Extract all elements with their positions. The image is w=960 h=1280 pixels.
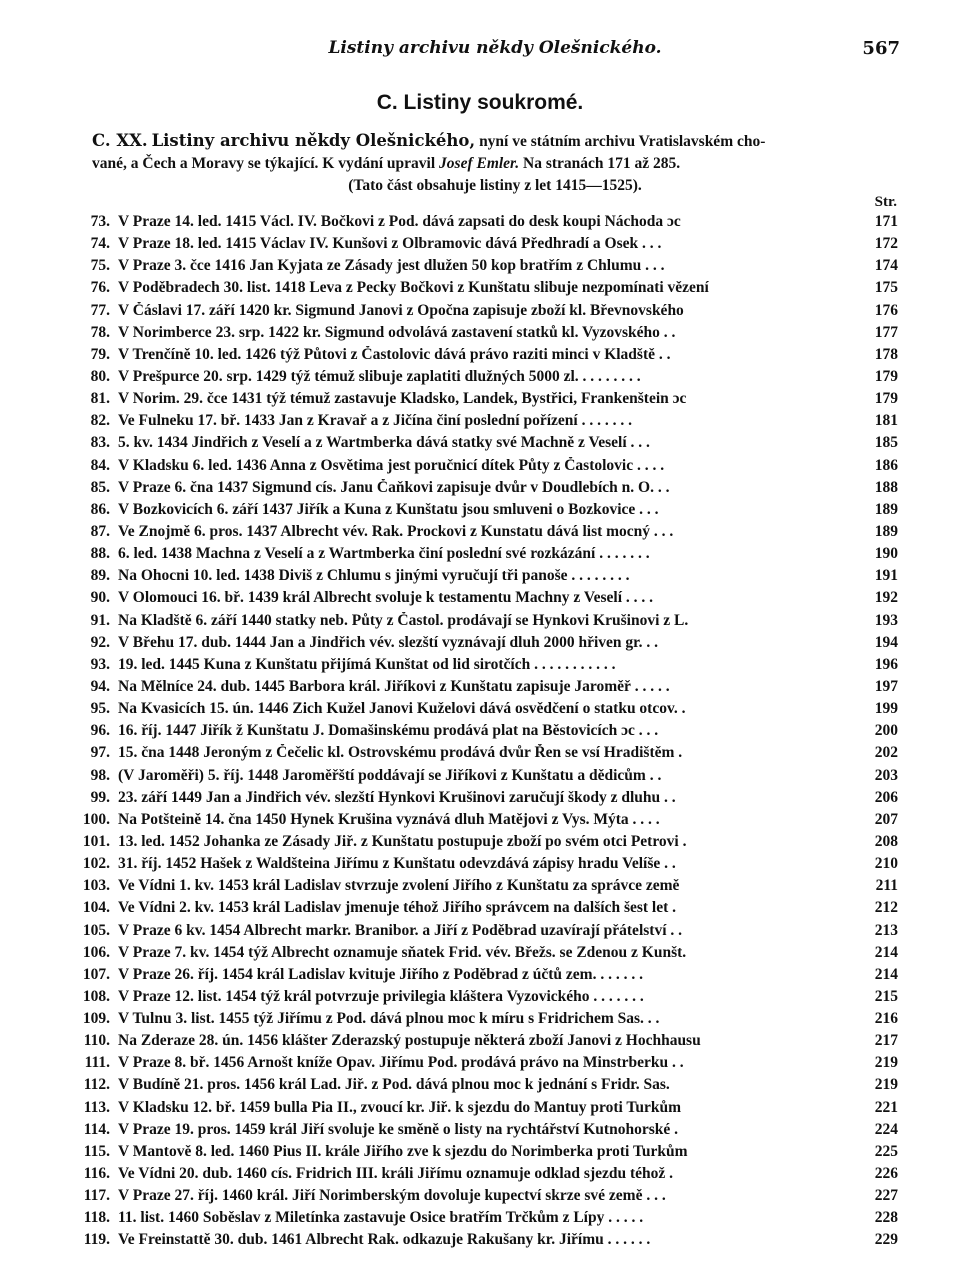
entry-text: V Praze 19. pros. 1459 král Jiří svoluje ke směně o listy na rychtářství Kutnohorské . xyxy=(118,1120,678,1138)
entry-text: V Praze 27. říj. 1460 král. Jiří Norimberským dovoluje kupectví skrze své země . . . xyxy=(118,1187,666,1205)
entry-page-number: 181 xyxy=(874,412,898,430)
list-item xyxy=(78,1121,898,1143)
list-item xyxy=(78,1054,898,1076)
list-item xyxy=(78,722,898,744)
list-item xyxy=(78,678,898,700)
entry-text: V Kladsku 6. led. 1436 Anna z Osvětima jest poručnicí dítek Půty z Častolovic . . . . xyxy=(118,456,665,474)
entry-number: 100. xyxy=(82,810,110,828)
intro-text-2b: Na stranách 171 až 285. xyxy=(523,155,681,172)
list-item xyxy=(78,523,898,545)
entry-number: 86. xyxy=(90,500,110,518)
entry-text: 19. led. 1445 Kuna z Kunštatu přijímá Kunštat od lid sirotčích . . . . . . . . . . . xyxy=(118,655,616,673)
entry-text: V Břehu 17. dub. 1444 Jan a Jindřich vév. slezští vyznávají dluh 2000 hřiven gr. . . xyxy=(118,633,658,651)
entry-text: V Trenčíně 10. led. 1426 týž Půtovi z Častolovic dává právo raziti minci v Kladště . . xyxy=(118,345,671,363)
entry-text: V Poděbradech 30. list. 1418 Leva z Pecky Bočkovi z Kunštatu slibuje nezpomínati vězení xyxy=(118,279,709,297)
entry-text: V Prešpurce 20. srp. 1429 týž témuž slibuje zaplatiti dlužných 5000 zl. . . . . . . . . xyxy=(118,367,641,385)
entry-number: 104. xyxy=(82,899,110,917)
entry-page-number: 178 xyxy=(874,345,898,363)
entry-text: Ve Freinstattě 30. dub. 1461 Albrecht Rak. odkazuje Rakušany kr. Jiřímu . . . . . . xyxy=(118,1231,651,1249)
entry-number: 96. xyxy=(90,722,110,740)
intro-paragraph xyxy=(92,130,898,197)
list-item xyxy=(78,567,898,589)
entry-number: 75. xyxy=(90,257,110,275)
entry-number: 110. xyxy=(83,1032,110,1050)
entry-page-number: 227 xyxy=(874,1187,898,1205)
entry-page-number: 214 xyxy=(874,943,898,961)
entry-page-number: 211 xyxy=(875,877,898,895)
entry-page-number: 216 xyxy=(874,1010,898,1028)
entry-text: 11. list. 1460 Soběslav z Miletínka zastavuje Osice bratřím Trčkům z Lípy . . . . . xyxy=(118,1209,644,1227)
entry-number: 88. xyxy=(90,545,110,563)
list-item xyxy=(78,767,898,789)
entry-page-number: 188 xyxy=(874,478,898,496)
entry-text: V Budíně 21. pros. 1456 král Lad. Jiř. z Pod. dává plnou moc k jednání s Fridr. Sas. xyxy=(118,1076,670,1094)
list-item xyxy=(78,457,898,479)
list-item xyxy=(78,434,898,456)
entry-text: V Praze 26. říj. 1454 král Ladislav kvituje Jiřího z Poděbrad z účtů zem. . . . . . . xyxy=(118,965,643,983)
list-item xyxy=(78,944,898,966)
list-item xyxy=(78,656,898,678)
intro-editor: Josef Emler. xyxy=(439,155,520,172)
intro-line-3: (Tato část obsahuje listiny z let 1415—1525). xyxy=(348,177,642,194)
entry-number: 91. xyxy=(90,611,110,629)
list-item xyxy=(78,1099,898,1121)
intro-label: C. XX. xyxy=(92,131,148,150)
entry-text: V Praze 7. kv. 1454 týž Albrecht oznamuje sňatek Frid. vév. Břežs. se Zdenou z Kunšt. xyxy=(118,943,687,961)
entry-number: 111. xyxy=(84,1054,110,1072)
list-item xyxy=(78,1231,898,1253)
entry-text: V Praze 6. čna 1437 Sigmund cís. Janu Čaňkovi zapisuje dvůr v Doudlebích n. O. . . xyxy=(118,478,670,496)
list-item xyxy=(78,346,898,368)
entry-text: 6. led. 1438 Machna z Veselí a z Wartmberka činí poslední své rozkázání . . . . . . . xyxy=(118,545,650,563)
entry-page-number: 179 xyxy=(874,367,898,385)
entry-text: V Praze 6 kv. 1454 Albrecht markr. Branibor. a Jiří z Poděbrad uzavírají přátelství . . xyxy=(118,921,682,939)
list-item xyxy=(78,279,898,301)
entry-number: 76. xyxy=(90,279,110,297)
entry-page-number: 226 xyxy=(874,1165,898,1183)
entry-number: 106. xyxy=(82,943,110,961)
entry-number: 80. xyxy=(90,367,110,385)
entry-number: 89. xyxy=(90,567,110,585)
entry-page-number: 214 xyxy=(874,965,898,983)
list-item xyxy=(78,213,898,235)
running-head xyxy=(90,38,900,68)
entry-page-number: 224 xyxy=(874,1120,898,1138)
list-item xyxy=(78,479,898,501)
entry-number: 77. xyxy=(90,301,110,319)
entry-page-number: 215 xyxy=(874,987,898,1005)
entry-number: 105. xyxy=(82,921,110,939)
entries-list xyxy=(78,213,898,1254)
entry-number: 90. xyxy=(90,589,110,607)
list-item xyxy=(78,833,898,855)
list-item xyxy=(78,811,898,833)
entry-page-number: 207 xyxy=(874,810,898,828)
entry-text: Na Kvasicích 15. ún. 1446 Zich Kužel Janovi Kuželovi dává osvědčení o statku otcov. . xyxy=(118,700,686,718)
list-item xyxy=(78,1209,898,1231)
list-item xyxy=(78,1143,898,1165)
entry-text: V Kladsku 12. bř. 1459 bulla Pia II., zvoucí kr. Jiř. k sjezdu do Mantuy proti Turkům xyxy=(118,1098,682,1116)
entry-number: 82. xyxy=(90,412,110,430)
entry-number: 116. xyxy=(83,1165,110,1183)
entry-page-number: 177 xyxy=(874,323,898,341)
list-item xyxy=(78,877,898,899)
entry-text: V Praze 3. čce 1416 Jan Kyjata ze Zásady jest dlužen 50 kop bratřím z Chlumu . . . xyxy=(118,257,665,275)
entry-text: Ve Vídni 20. dub. 1460 cís. Fridrich III. králi Jiřímu oznamuje odklad sjezdu téhož . xyxy=(118,1165,674,1183)
entry-text: V Praze 18. led. 1415 Václav IV. Kunšovi z Olbramovic dává Předhradí a Osek . . . xyxy=(118,235,662,253)
entry-text: Na Mělníce 24. dub. 1445 Barbora král. Jiříkovi z Kunštatu zapisuje Jaroměř . . . . . xyxy=(118,677,670,695)
entry-text: Ve Znojmě 6. pros. 1437 Albrecht vév. Rak. Prockovi z Kunstatu dává list mocný . . . xyxy=(118,522,674,540)
entry-number: 84. xyxy=(90,456,110,474)
entry-text: V Bozkovicích 6. září 1437 Jiřík a Kuna z Kunštatu jsou smluveni o Bozkovice . . . xyxy=(118,500,659,518)
list-item xyxy=(78,302,898,324)
entry-page-number: 191 xyxy=(874,567,898,585)
entry-page-number: 175 xyxy=(874,279,898,297)
list-item xyxy=(78,988,898,1010)
intro-text-1: nyní ve státním archivu Vratislavském cho- xyxy=(479,133,766,150)
list-item xyxy=(78,390,898,412)
entry-page-number: 219 xyxy=(874,1076,898,1094)
entry-page-number: 189 xyxy=(874,500,898,518)
entry-page-number: 200 xyxy=(874,722,898,740)
entry-page-number: 206 xyxy=(874,788,898,806)
entry-page-number: 228 xyxy=(874,1209,898,1227)
list-item xyxy=(78,324,898,346)
entry-text: 23. září 1449 Jan a Jindřich vév. slezští Hynkovi Krušinovi zaručují škody z dluhu . . xyxy=(118,788,676,806)
entry-text: Na Potšteině 14. čna 1450 Hynek Krušina vyznává dluh Matějovi z Vys. Mýta . . . . xyxy=(118,810,660,828)
list-item xyxy=(78,1165,898,1187)
entry-page-number: 229 xyxy=(874,1231,898,1249)
entry-page-number: 197 xyxy=(874,677,898,695)
list-item xyxy=(78,545,898,567)
list-item xyxy=(78,257,898,279)
entry-page-number: 213 xyxy=(874,921,898,939)
entry-number: 119. xyxy=(83,1231,110,1249)
entry-text: V Norim. 29. čce 1431 týž témuž zastavuje Kladsko, Landek, Bystřici, Frankenštein ɔc xyxy=(118,390,687,408)
entry-number: 81. xyxy=(90,390,110,408)
entry-number: 85. xyxy=(90,478,110,496)
page-number: 567 xyxy=(862,38,900,59)
list-item xyxy=(78,855,898,877)
running-title: Listiny archivu někdy Olešnického. xyxy=(328,38,662,58)
entry-text: Ve Vídni 1. kv. 1453 král Ladislav stvrzuje zvolení Jiřího z Kunštatu za správce země xyxy=(118,877,680,895)
entry-text: 15. čna 1448 Jeroným z Čečelic kl. Ostrovskému prodává dvůr Řen se vsí Hradištěm . xyxy=(118,744,683,762)
entry-number: 83. xyxy=(90,434,110,452)
entry-page-number: 203 xyxy=(874,766,898,784)
entry-text: V Praze 14. led. 1415 Václ. IV. Bočkovi z Pod. dává zapsati do desk koupi Náchoda ɔc xyxy=(118,213,681,230)
entry-number: 78. xyxy=(90,323,110,341)
entry-number: 108. xyxy=(82,987,110,1005)
entry-text: V Olomouci 16. bř. 1439 král Albrecht svoluje k testamentu Machny z Veselí . . . . xyxy=(118,589,654,607)
list-item xyxy=(78,1010,898,1032)
entry-page-number: 221 xyxy=(874,1098,898,1116)
list-item xyxy=(78,789,898,811)
entry-page-number: 199 xyxy=(874,700,898,718)
entry-text: V Mantově 8. led. 1460 Pius II. krále Jiřího zve k sjezdu do Norimberka proti Turkům xyxy=(118,1142,688,1160)
entry-page-number: 212 xyxy=(874,899,898,917)
list-item xyxy=(78,700,898,722)
section-heading: C. Listiny soukromé. xyxy=(376,91,584,114)
intro-text-2a: vané, a Čech a Moravy se týkající. K vydání upravil xyxy=(92,155,436,172)
list-item xyxy=(78,368,898,390)
intro-title: Listiny archivu někdy Olešnického, xyxy=(151,131,476,150)
list-item xyxy=(78,589,898,611)
list-item xyxy=(78,501,898,523)
list-item xyxy=(78,1187,898,1209)
entry-page-number: 196 xyxy=(874,655,898,673)
entry-page-number: 179 xyxy=(874,390,898,408)
entry-number: 97. xyxy=(90,744,110,762)
entry-text: 31. říj. 1452 Hašek z Waldšteina Jiřímu z Kunštatu odevzdává zápisy hradu Velíše . . xyxy=(118,855,676,873)
entry-number: 107. xyxy=(82,965,110,983)
entry-page-number: 189 xyxy=(874,522,898,540)
entry-number: 102. xyxy=(82,855,110,873)
entry-number: 79. xyxy=(90,345,110,363)
entry-number: 74. xyxy=(90,235,110,253)
entry-page-number: 217 xyxy=(874,1032,898,1050)
entry-page-number: 208 xyxy=(874,832,898,850)
entry-number: 103. xyxy=(82,877,110,895)
entry-number: 115. xyxy=(83,1142,110,1160)
entry-number: 98. xyxy=(90,766,110,784)
page-column-label: Str. xyxy=(874,194,897,210)
entry-text: V Čáslavi 17. září 1420 kr. Sigmund Janovi z Opočna zapisuje zboží kl. Břevnovského xyxy=(118,301,684,319)
entry-number: 114. xyxy=(83,1120,110,1138)
entry-text: V Tulnu 3. list. 1455 týž Jiřímu z Pod. dává plnou moc k míru s Fridrichem Sas. . . xyxy=(118,1010,660,1028)
entry-text: V Norimberce 23. srp. 1422 kr. Sigmund odvolává zastavení statků kl. Vyzovského . . xyxy=(118,323,676,341)
entry-page-number: 210 xyxy=(874,855,898,873)
list-item xyxy=(78,1076,898,1098)
entry-page-number: 225 xyxy=(874,1142,898,1160)
entry-number: 112. xyxy=(83,1076,110,1094)
entry-text: Ve Fulneku 17. bř. 1433 Jan z Kravař a z Jičína činí poslední pořízení . . . . . . . xyxy=(118,412,632,430)
list-item xyxy=(78,1032,898,1054)
list-item xyxy=(78,235,898,257)
entry-page-number: 174 xyxy=(874,257,898,275)
intro-line-1 xyxy=(92,130,898,153)
entry-text: 5. kv. 1434 Jindřich z Veselí a z Wartmberka dává statky své Machně z Veselí . . . xyxy=(118,434,650,452)
entry-text: V Praze 8. bř. 1456 Arnošt kníže Opav. Jiřímu Pod. prodává právo na Minstrberku . . xyxy=(118,1054,684,1072)
entry-number: 117. xyxy=(83,1187,110,1205)
entry-page-number: 171 xyxy=(874,213,898,230)
entry-page-number: 185 xyxy=(874,434,898,452)
entry-text: Na Kladště 6. září 1440 statky neb. Půty z Častol. prodávají se Hynkovi Krušinovi z L. xyxy=(118,611,689,629)
intro-line-2 xyxy=(92,153,898,175)
entry-number: 101. xyxy=(82,832,110,850)
entry-text: 13. led. 1452 Johanka ze Zásady Jiř. z Kunštatu postupuje zboží po svém otci Petrovi . xyxy=(118,832,687,850)
entry-text: Na Zderaze 28. ún. 1456 klášter Zderazský postupuje některá zboží Janovi z Hochhausu xyxy=(118,1032,701,1050)
entry-number: 95. xyxy=(90,700,110,718)
entry-text: 16. říj. 1447 Jiřík ž Kunštatu J. Domašinskému prodává plat na Běstovicích ɔc . . . xyxy=(118,722,659,740)
list-item xyxy=(78,612,898,634)
entry-page-number: 219 xyxy=(874,1054,898,1072)
entry-text: V Praze 12. list. 1454 týž král potvrzuje privilegia kláštera Vyzovického . . . . . . . xyxy=(118,987,644,1005)
entry-number: 113. xyxy=(83,1098,110,1116)
list-item xyxy=(78,899,898,921)
list-item xyxy=(78,634,898,656)
entry-text: Na Ohocni 10. led. 1438 Diviš z Chlumu s jinými vyručují tři panoše . . . . . . . . xyxy=(118,567,630,585)
entry-text: (V Jaroměři) 5. říj. 1448 Jaroměřští poddávají se Jiříkovi z Kunštatu a dědicům . . xyxy=(118,766,662,784)
list-item xyxy=(78,412,898,434)
entry-page-number: 190 xyxy=(874,545,898,563)
entry-page-number: 193 xyxy=(874,611,898,629)
entry-number: 94. xyxy=(90,677,110,695)
entry-page-number: 176 xyxy=(874,301,898,319)
entry-page-number: 192 xyxy=(874,589,898,607)
entry-page-number: 202 xyxy=(874,744,898,762)
entry-number: 118. xyxy=(83,1209,110,1227)
list-item xyxy=(78,966,898,988)
entry-number: 99. xyxy=(90,788,110,806)
entry-number: 73. xyxy=(90,213,110,230)
entry-page-number: 172 xyxy=(874,235,898,253)
entry-page-number: 186 xyxy=(874,456,898,474)
list-item xyxy=(78,922,898,944)
entry-number: 93. xyxy=(90,655,110,673)
entry-number: 92. xyxy=(90,633,110,651)
entry-number: 87. xyxy=(90,522,110,540)
entry-page-number: 194 xyxy=(874,633,898,651)
entry-number: 109. xyxy=(82,1010,110,1028)
entry-text: Ve Vídni 2. kv. 1453 král Ladislav jmenuje téhož Jiřího správcem na dalších šest let . xyxy=(118,899,677,917)
list-item xyxy=(78,744,898,766)
